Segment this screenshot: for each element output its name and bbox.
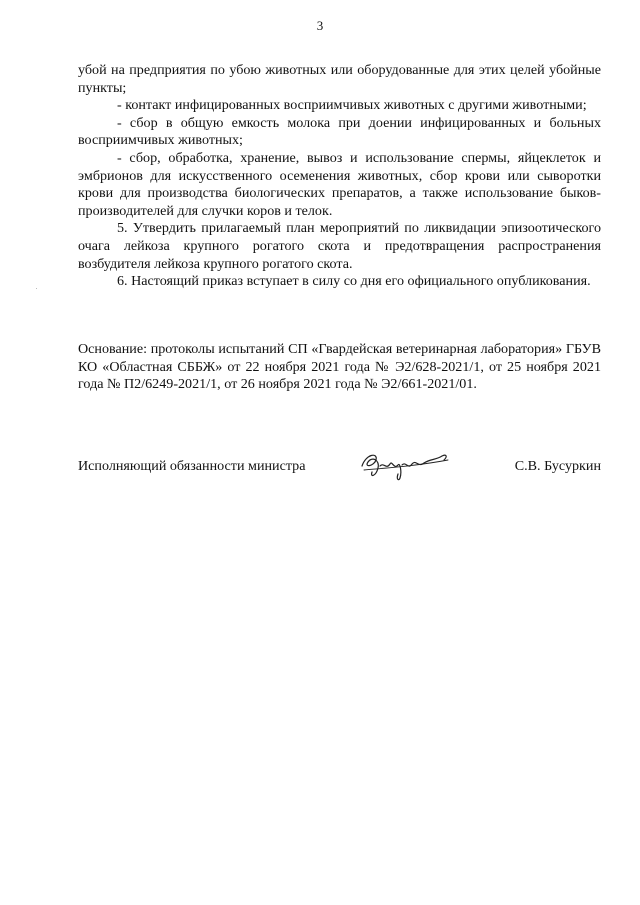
paragraph-item-6: 6. Настоящий приказ вступает в силу со дня его официального опубликования.: [117, 273, 591, 290]
signatory-position: Исполняющий обязанности министра: [78, 458, 306, 474]
signatory-name: С.В. Бусуркин: [514, 458, 601, 474]
handwritten-signature: [356, 448, 456, 484]
page-number: 3: [316, 18, 324, 33]
order-text: [78, 62, 601, 291]
signature-block: [78, 456, 601, 486]
paragraph-sperm: - сбор, обработка, хранение, вывоз и использование спермы, яйцеклеток и эмбрионов для искусственного осеменения животных, сбор крови или сыворотки крови для производства биологических препаратов, а также использование быков-производителей для случки коров и телок.: [78, 149, 601, 219]
paragraph-item-5: 5. Утвердить прилагаемый план мероприятий по ликвидации эпизоотического очага лейкоза крупного рогатого скота и предотвращения распространения возбудителя лейкоза крупного рогатого скота.: [78, 220, 601, 272]
margin-mark: [36, 288, 37, 289]
paragraph-contact: - контакт инфицированных восприимчивых животных с другими животными;: [117, 97, 587, 114]
basis-paragraph: Основание: протоколы испытаний СП «Гвардейская ветеринарная лаборатория» ГБУВ КО «Областная СББЖ» от 22 ноября 2021 года № Э2/628-2021/1, от 25 ноября 2021 года № П2/6249-2021/1, от 26 ноября 2021 года № Э2/661-2021/01.: [78, 341, 601, 393]
paragraph-slaughter-continued: убой на предприятия по убою животных или оборудованные для этих целей убойные пункты;: [78, 62, 601, 96]
paragraph-milk: - сбор в общую емкость молока при доении инфицированных и больных восприимчивых животных;: [78, 114, 601, 149]
